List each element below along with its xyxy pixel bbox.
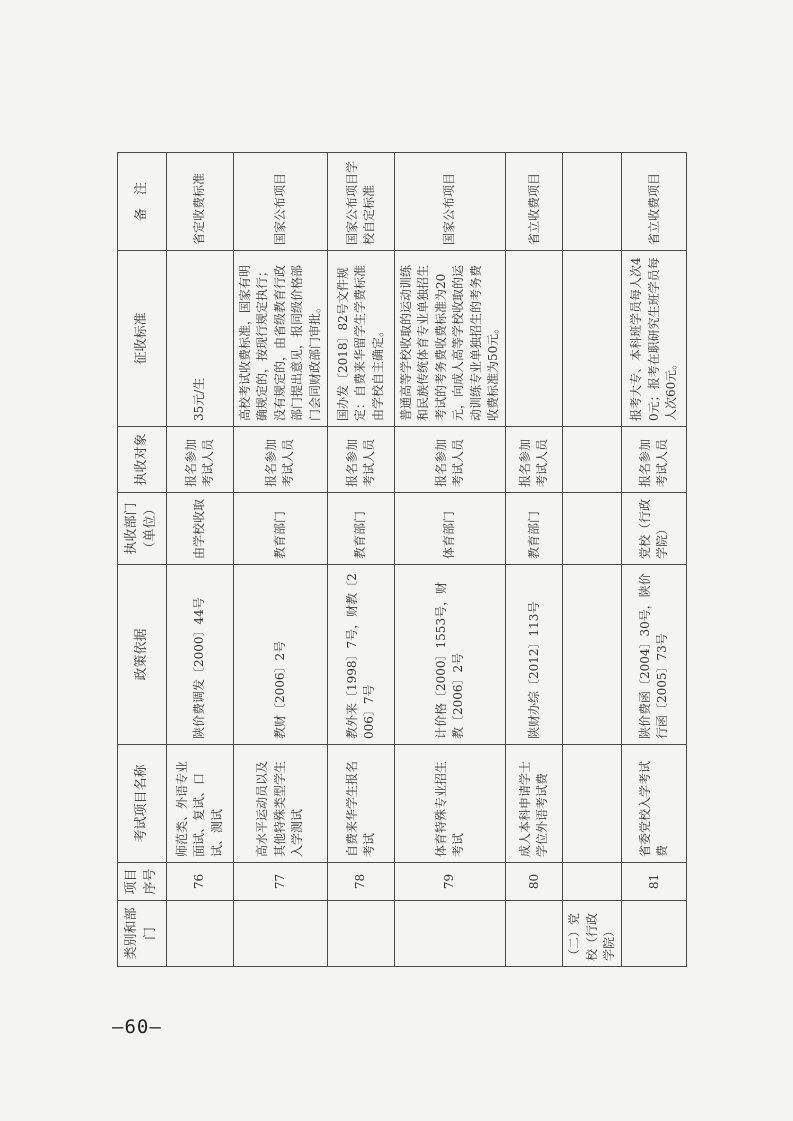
table-row <box>327 153 394 967</box>
table-row <box>234 153 328 967</box>
standard-cell: 35元/生 <box>167 251 234 427</box>
category-cell <box>234 901 328 967</box>
basis-cell: 教财〔2006〕2号 <box>234 565 328 745</box>
standard-cell: 国办发〔2018〕82号文件规定：自费来华留学生学费标准由学校自主确定。 <box>327 251 394 427</box>
dept-cell: 教育部门 <box>327 493 394 565</box>
target-cell: 报名参加考试人员 <box>167 427 234 493</box>
basis-cell: 计价格〔2000〕1553号，财教〔2006〕2号 <box>394 565 505 745</box>
name-cell: 自费来华学生报名考试 <box>327 745 394 863</box>
rotated-table-container <box>117 153 679 967</box>
seq-cell: 78 <box>327 863 394 901</box>
section-party-school: （二）党校（行政学院） <box>563 901 622 967</box>
header-name: 考试项目名称 <box>118 745 167 863</box>
category-cell <box>394 901 505 967</box>
remark-cell: 国家公布项目 <box>394 153 505 251</box>
table-header-row <box>118 153 167 967</box>
name-cell: 高水平运动员以及其他特殊类型学生入学测试 <box>234 745 328 863</box>
empty-cell <box>563 745 622 863</box>
target-cell: 报名参加考试人员 <box>506 427 563 493</box>
table-row <box>622 153 687 967</box>
standard-cell: 高校考试收费标准，国家有明确规定的，按现行规定执行；没有规定的，由省级教育行政部门提出意见，报同级价格部门会同财政部门审批。 <box>234 251 328 427</box>
name-cell: 省委党校入学考试费 <box>622 745 687 863</box>
basis-cell: 陕价费调发〔2000〕44号 <box>167 565 234 745</box>
table-row <box>394 153 505 967</box>
remark-cell: 省立收费项目 <box>506 153 563 251</box>
category-cell <box>506 901 563 967</box>
header-dept: 执收部门（单位） <box>118 493 167 565</box>
empty-cell <box>563 565 622 745</box>
dept-cell: 体育部门 <box>394 493 505 565</box>
empty-cell <box>563 153 622 251</box>
basis-cell: 教外来〔1998〕7号，财教〔2006〕7号 <box>327 565 394 745</box>
header-standard: 征收标准 <box>118 251 167 427</box>
header-basis: 政策依据 <box>118 565 167 745</box>
empty-cell <box>563 427 622 493</box>
category-cell <box>622 901 687 967</box>
seq-cell: 79 <box>394 863 505 901</box>
table-row <box>167 153 234 967</box>
remark-cell: 省定收费标准 <box>167 153 234 251</box>
empty-cell <box>563 863 622 901</box>
remark-cell: 省立收费项目 <box>622 153 687 251</box>
category-cell <box>327 901 394 967</box>
seq-cell: 77 <box>234 863 328 901</box>
standard-cell: 普通高等学校收取的运动训练和民族传统体育专业单独招生考试的考务费收费标准为20元，向成人高等学校收取的运动训练专业单独招生的考务费收费标准为50元。 <box>394 251 505 427</box>
remark-cell: 国家公布项目学校自定标准 <box>327 153 394 251</box>
header-target: 执收对象 <box>118 427 167 493</box>
target-cell: 报名参加考试人员 <box>234 427 328 493</box>
page-number: —60— <box>112 1016 162 1038</box>
dept-cell: 教育部门 <box>506 493 563 565</box>
header-remark: 备 注 <box>118 153 167 251</box>
standard-cell <box>506 251 563 427</box>
empty-cell <box>563 251 622 427</box>
category-cell <box>167 901 234 967</box>
seq-cell: 81 <box>622 863 687 901</box>
basis-cell: 陕价费函〔2004〕30号，陕价行函〔2005〕73号 <box>622 565 687 745</box>
dept-cell: 由学校收取 <box>167 493 234 565</box>
seq-cell: 80 <box>506 863 563 901</box>
seq-cell: 76 <box>167 863 234 901</box>
header-seq: 项目序号 <box>118 863 167 901</box>
standard-cell: 报考大专、本科班学员每人次40元；报考在职研究生班学员每人次60元。 <box>622 251 687 427</box>
target-cell: 报名参加考试人员 <box>622 427 687 493</box>
table-row <box>506 153 563 967</box>
dept-cell: 党校（行政学院） <box>622 493 687 565</box>
header-category: 类别和部门 <box>118 901 167 967</box>
name-cell: 师范类、外语专业面试、复试、口试、测试 <box>167 745 234 863</box>
name-cell: 体育特殊专业招生考试 <box>394 745 505 863</box>
basis-cell: 陕财办综〔2012〕113号 <box>506 565 563 745</box>
name-cell: 成人本科申请学士学位外语考试费 <box>506 745 563 863</box>
target-cell: 报名参加考试人员 <box>327 427 394 493</box>
fee-table <box>117 152 687 967</box>
target-cell: 报名参加考试人员 <box>394 427 505 493</box>
remark-cell: 国家公布项目 <box>234 153 328 251</box>
section-row <box>563 153 622 967</box>
dept-cell: 教育部门 <box>234 493 328 565</box>
empty-cell <box>563 493 622 565</box>
